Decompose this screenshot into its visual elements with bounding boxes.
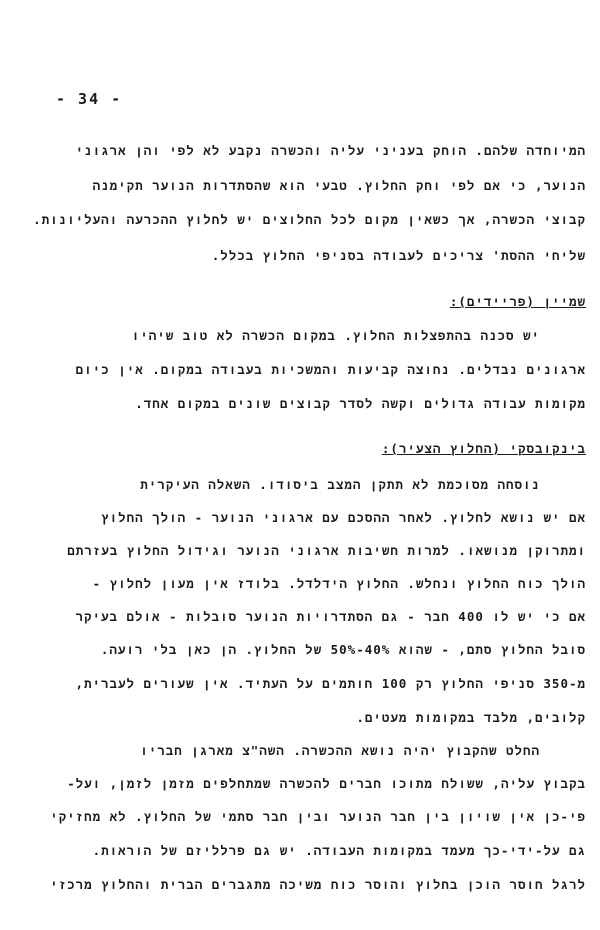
text-line: אם יש נושא לחלוץ. לאחר ההסכם עם ארגוני הנוער - הולך החלוץ <box>101 510 586 525</box>
page-number: - 34 - <box>56 90 123 108</box>
text-line: יש סכנה בהתפצלות החלוץ. במקום הכשרה לא טוב שיהיו <box>131 328 540 343</box>
text-line: קלובים, מלבד במקומות מעטים. <box>356 710 586 725</box>
text-line: הנוער, כי אם לפי וחק החלוץ. טבעי הוא שהסתדרות הנוער תקימנה <box>92 178 586 193</box>
text-line: מ-350 סניפי החלוץ רק 100 חותמים על העתיד. אין שעורים לעברית, <box>75 676 586 691</box>
text-line: נוסחה מסוכמת לא תתקן המצב ביסודו. השאלה העיקרית <box>140 477 540 492</box>
text-line: בקבוץ עליה, ששולח מתוכו חברים להכשרה שמתחלפים מזמן לזמן, ועל- <box>67 776 586 791</box>
text-line: לרגל חוסר הוכן בחלוץ והוסר כוח משיכה מתגברים הברית והחלוץ מרכזי <box>50 877 586 892</box>
text-line: שליחי ההסת' צריכים לעבודה בסניפי החלוץ בכלל. <box>211 248 586 263</box>
text-line: קבוצי הכשרה, אך כשאין מקום לכל החלוצים יש לחלוץ ההכרעה והעליונות. <box>33 212 586 227</box>
text-line: המיוחדה שלהם. הוחק בעניני עליה והכשרה נקבע לא לפי והן ארגוני <box>75 143 586 158</box>
speaker-heading: שמיין (פריידים): <box>449 294 586 309</box>
speaker-heading: בינקובסקי (החלוץ הצעיר): <box>381 441 586 456</box>
text-line: החלט שהקבוץ יהיה נושא ההכשרה. השה"צ מארגן חבריו <box>140 743 540 758</box>
text-line: הולך כוח החלוץ ונחלש. החלוץ הידלדל. בלודז אין מעון לחלוץ - <box>92 576 586 591</box>
text-line: פי-כן אין שויון בין חבר הנוער ובין חבר סתמי של החלוץ. לא מחזיקי <box>50 809 586 824</box>
text-line: מקומות עבודה גדולים וקשה לסדר קבוצים שונים במקום אחד. <box>135 396 586 411</box>
text-line: ומתרוקן מנושאו. למרות חשיבות ארגוני הנוער וגידול החלוץ בעזרתם <box>67 543 586 558</box>
text-line: אם כי יש לו 400 חבר - גם הסתדרויות הנוער סובלות - אולם בעיקר <box>75 609 586 624</box>
text-line: סובל החלוץ סתם, - שהוא 40%-50% של החלוץ. הן כאן בלי רועה. <box>100 642 586 657</box>
text-line: ארגונים נבדלים. נחוצה קביעות והמשכיות בעבודה במקום. אין כיום <box>75 362 586 377</box>
text-line: גם על-ידי-כך מעמד במקומות העבודה. יש גם פרלליזם של הוראות. <box>92 843 586 858</box>
